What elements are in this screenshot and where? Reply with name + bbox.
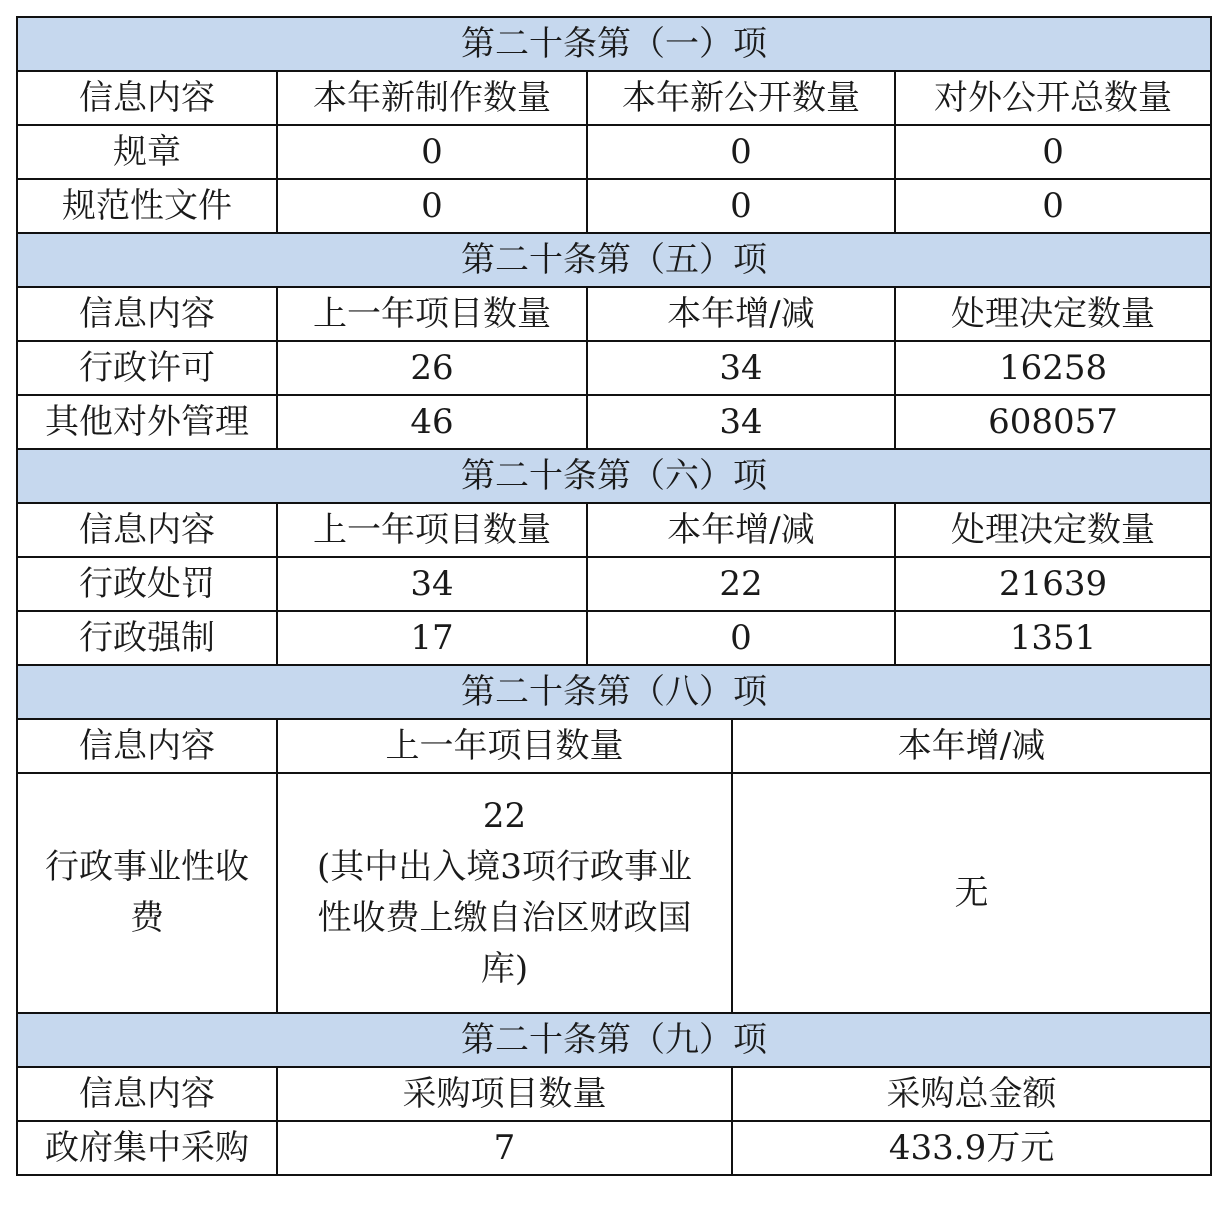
header-row — [17, 71, 1211, 125]
row-label-line: 费 — [130, 898, 164, 938]
column-header: 本年增/减 — [587, 287, 895, 341]
section-title-row — [17, 665, 1211, 719]
section-title-row — [17, 233, 1211, 287]
table-cell: 433.9万元 — [732, 1121, 1211, 1175]
table-row — [17, 557, 1211, 611]
table-cell: 26 — [277, 341, 587, 395]
table-cell — [277, 773, 732, 1013]
column-header: 处理决定数量 — [895, 287, 1211, 341]
header-row — [17, 287, 1211, 341]
table-cell: 1351 — [895, 611, 1211, 665]
table-row — [17, 395, 1211, 449]
section-title: 第二十条第（一）项 — [17, 17, 1211, 71]
table-cell: 0 — [277, 179, 587, 233]
table-cell: 0 — [895, 125, 1211, 179]
row-label: 行政强制 — [17, 611, 277, 665]
header-row — [17, 503, 1211, 557]
table-cell: 0 — [587, 611, 895, 665]
column-header: 本年新公开数量 — [587, 71, 895, 125]
disclosure-table — [16, 16, 1212, 1176]
column-header: 本年新制作数量 — [277, 71, 587, 125]
column-header: 信息内容 — [17, 503, 277, 557]
table-cell: 34 — [587, 395, 895, 449]
table-cell: 无 — [732, 773, 1211, 1013]
column-header: 本年增/减 — [587, 503, 895, 557]
table-row — [17, 179, 1211, 233]
header-row — [17, 719, 1211, 773]
table-cell: 34 — [587, 341, 895, 395]
cell-line: 性收费上缴自治区财政国 — [317, 898, 692, 938]
column-header: 信息内容 — [17, 71, 277, 125]
column-header: 上一年项目数量 — [277, 719, 732, 773]
column-header: 采购总金额 — [732, 1067, 1211, 1121]
row-label: 其他对外管理 — [17, 395, 277, 449]
table-cell: 16258 — [895, 341, 1211, 395]
row-label: 规范性文件 — [17, 179, 277, 233]
section-title: 第二十条第（五）项 — [17, 233, 1211, 287]
table-row — [17, 341, 1211, 395]
section-title: 第二十条第（六）项 — [17, 449, 1211, 503]
table-row — [17, 125, 1211, 179]
section-title: 第二十条第（九）项 — [17, 1013, 1211, 1067]
column-header: 上一年项目数量 — [277, 287, 587, 341]
cell-line: (其中出入境3项行政事业 — [317, 847, 692, 887]
cell-line: 库) — [480, 949, 529, 989]
table-cell: 21639 — [895, 557, 1211, 611]
section-title: 第二十条第（八）项 — [17, 665, 1211, 719]
table-cell: 17 — [277, 611, 587, 665]
row-label: 行政许可 — [17, 341, 277, 395]
column-header: 对外公开总数量 — [895, 71, 1211, 125]
cell-line: 22 — [482, 796, 527, 836]
column-header: 采购项目数量 — [277, 1067, 732, 1121]
row-label: 政府集中采购 — [17, 1121, 277, 1175]
table-row — [17, 1121, 1211, 1175]
table-cell: 7 — [277, 1121, 732, 1175]
table-cell: 22 — [587, 557, 895, 611]
table-cell: 608057 — [895, 395, 1211, 449]
column-header: 本年增/减 — [732, 719, 1211, 773]
row-label: 规章 — [17, 125, 277, 179]
column-header: 处理决定数量 — [895, 503, 1211, 557]
header-row — [17, 1067, 1211, 1121]
table-row — [17, 611, 1211, 665]
table-cell: 46 — [277, 395, 587, 449]
column-header: 信息内容 — [17, 1067, 277, 1121]
table-cell: 0 — [587, 125, 895, 179]
row-label — [17, 773, 277, 1013]
table-cell: 0 — [895, 179, 1211, 233]
column-header: 上一年项目数量 — [277, 503, 587, 557]
table-cell: 34 — [277, 557, 587, 611]
row-label-line: 行政事业性收 — [45, 847, 249, 887]
table-cell: 0 — [587, 179, 895, 233]
table-row — [17, 773, 1211, 1013]
column-header: 信息内容 — [17, 719, 277, 773]
row-label: 行政处罚 — [17, 557, 277, 611]
column-header: 信息内容 — [17, 287, 277, 341]
section-title-row — [17, 17, 1211, 71]
section-title-row — [17, 449, 1211, 503]
table-cell: 0 — [277, 125, 587, 179]
section-title-row — [17, 1013, 1211, 1067]
